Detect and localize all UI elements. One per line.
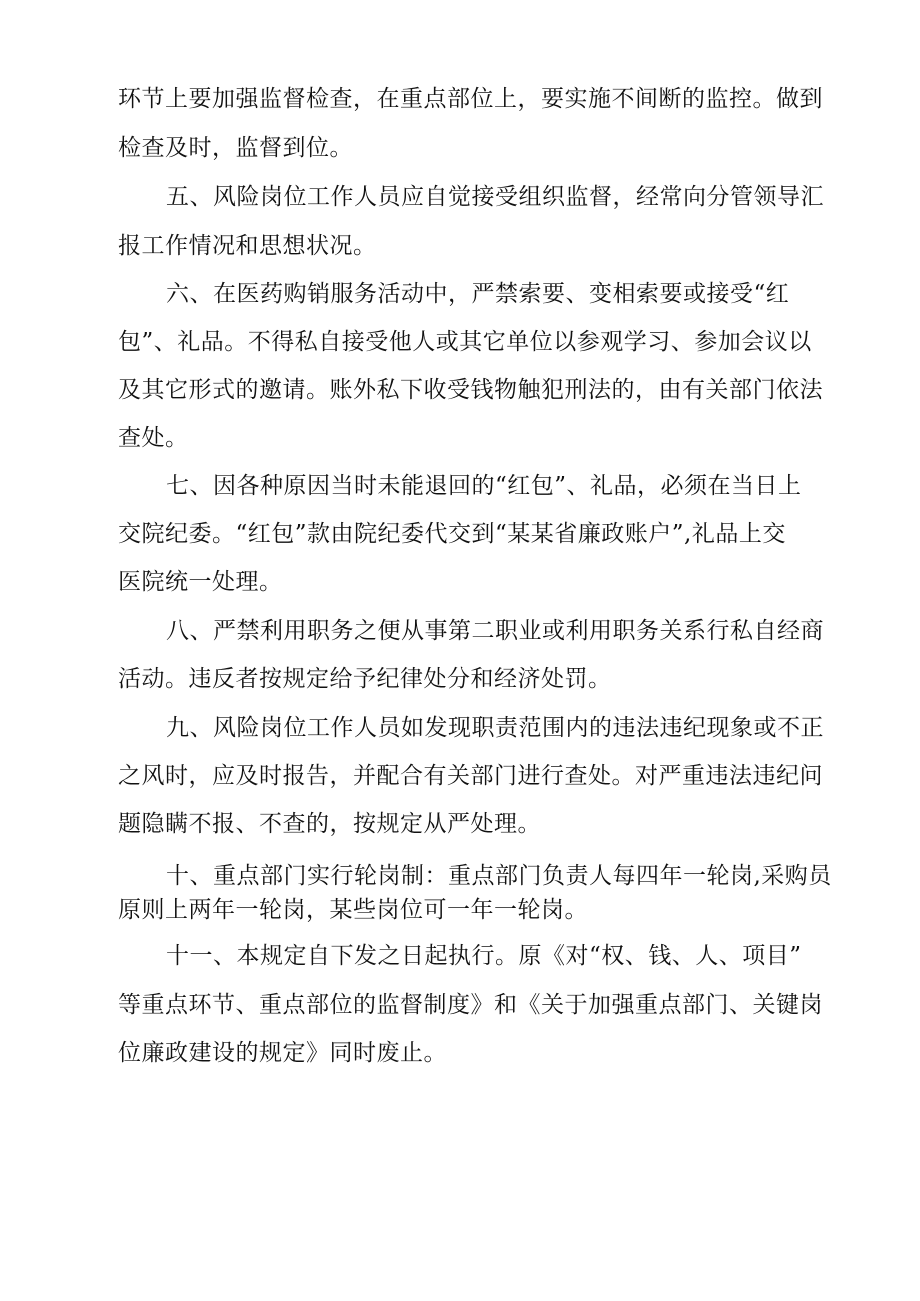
paragraph-11-line: 位廉政建设的规定》同时废止。 [118, 1040, 447, 1066]
paragraph-10-line: 原则上两年一轮岗，某些岗位可一年一轮岗。 [118, 897, 588, 923]
paragraph-7-line: 七、因各种原因当时未能退回的“红包”、礼品，必须在当日上 [166, 473, 802, 499]
paragraph-7-line: 医院统一处理。 [118, 569, 283, 595]
text-line: 环节上要加强监督检查，在重点部位上，要实施不间断的监控。做到 [118, 86, 823, 112]
paragraph-9-line: 题隐瞒不报、不查的，按规定从严处理。 [118, 811, 541, 837]
paragraph-9-line: 之风时，应及时报告，并配合有关部门进行查处。对严重违法违纪问 [118, 763, 823, 789]
paragraph-10-line: 十、重点部门实行轮岗制：重点部门负责人每四年一轮岗,采购员 [166, 863, 832, 889]
paragraph-6-line: 六、在医药购销服务活动中，严禁索要、变相索要或接受“红 [166, 281, 790, 307]
paragraph-8-line: 八、严禁利用职务之便从事第二职业或利用职务关系行私自经商 [166, 618, 824, 644]
paragraph-11-line: 等重点环节、重点部位的监督制度》和《关于加强重点部门、关键岗 [118, 992, 823, 1018]
text-line: 检查及时，监督到位。 [118, 135, 353, 161]
paragraph-7-line: 交院纪委。“红包”款由院纪委代交到“某某省廉政账户”,礼品上交 [118, 521, 786, 547]
paragraph-6-line: 包”、礼品。不得私自接受他人或其它单位以参观学习、参加会议以 [118, 329, 812, 355]
paragraph-6-line: 查处。 [118, 425, 189, 451]
paragraph-9-line: 九、风险岗位工作人员如发现职责范围内的违法违纪现象或不正 [166, 715, 824, 741]
paragraph-5-line: 报工作情况和思想状况。 [118, 233, 377, 259]
paragraph-6-line: 及其它形式的邀请。账外私下收受钱物触犯刑法的，由有关部门依法 [118, 377, 823, 403]
paragraph-8-line: 活动。违反者按规定给予纪律处分和经济处罚。 [118, 666, 612, 692]
paragraph-11-line: 十一、本规定自下发之日起执行。原《对“权、钱、人、项目” [166, 943, 802, 969]
paragraph-5-line: 五、风险岗位工作人员应自觉接受组织监督，经常向分管领导汇 [166, 184, 824, 210]
